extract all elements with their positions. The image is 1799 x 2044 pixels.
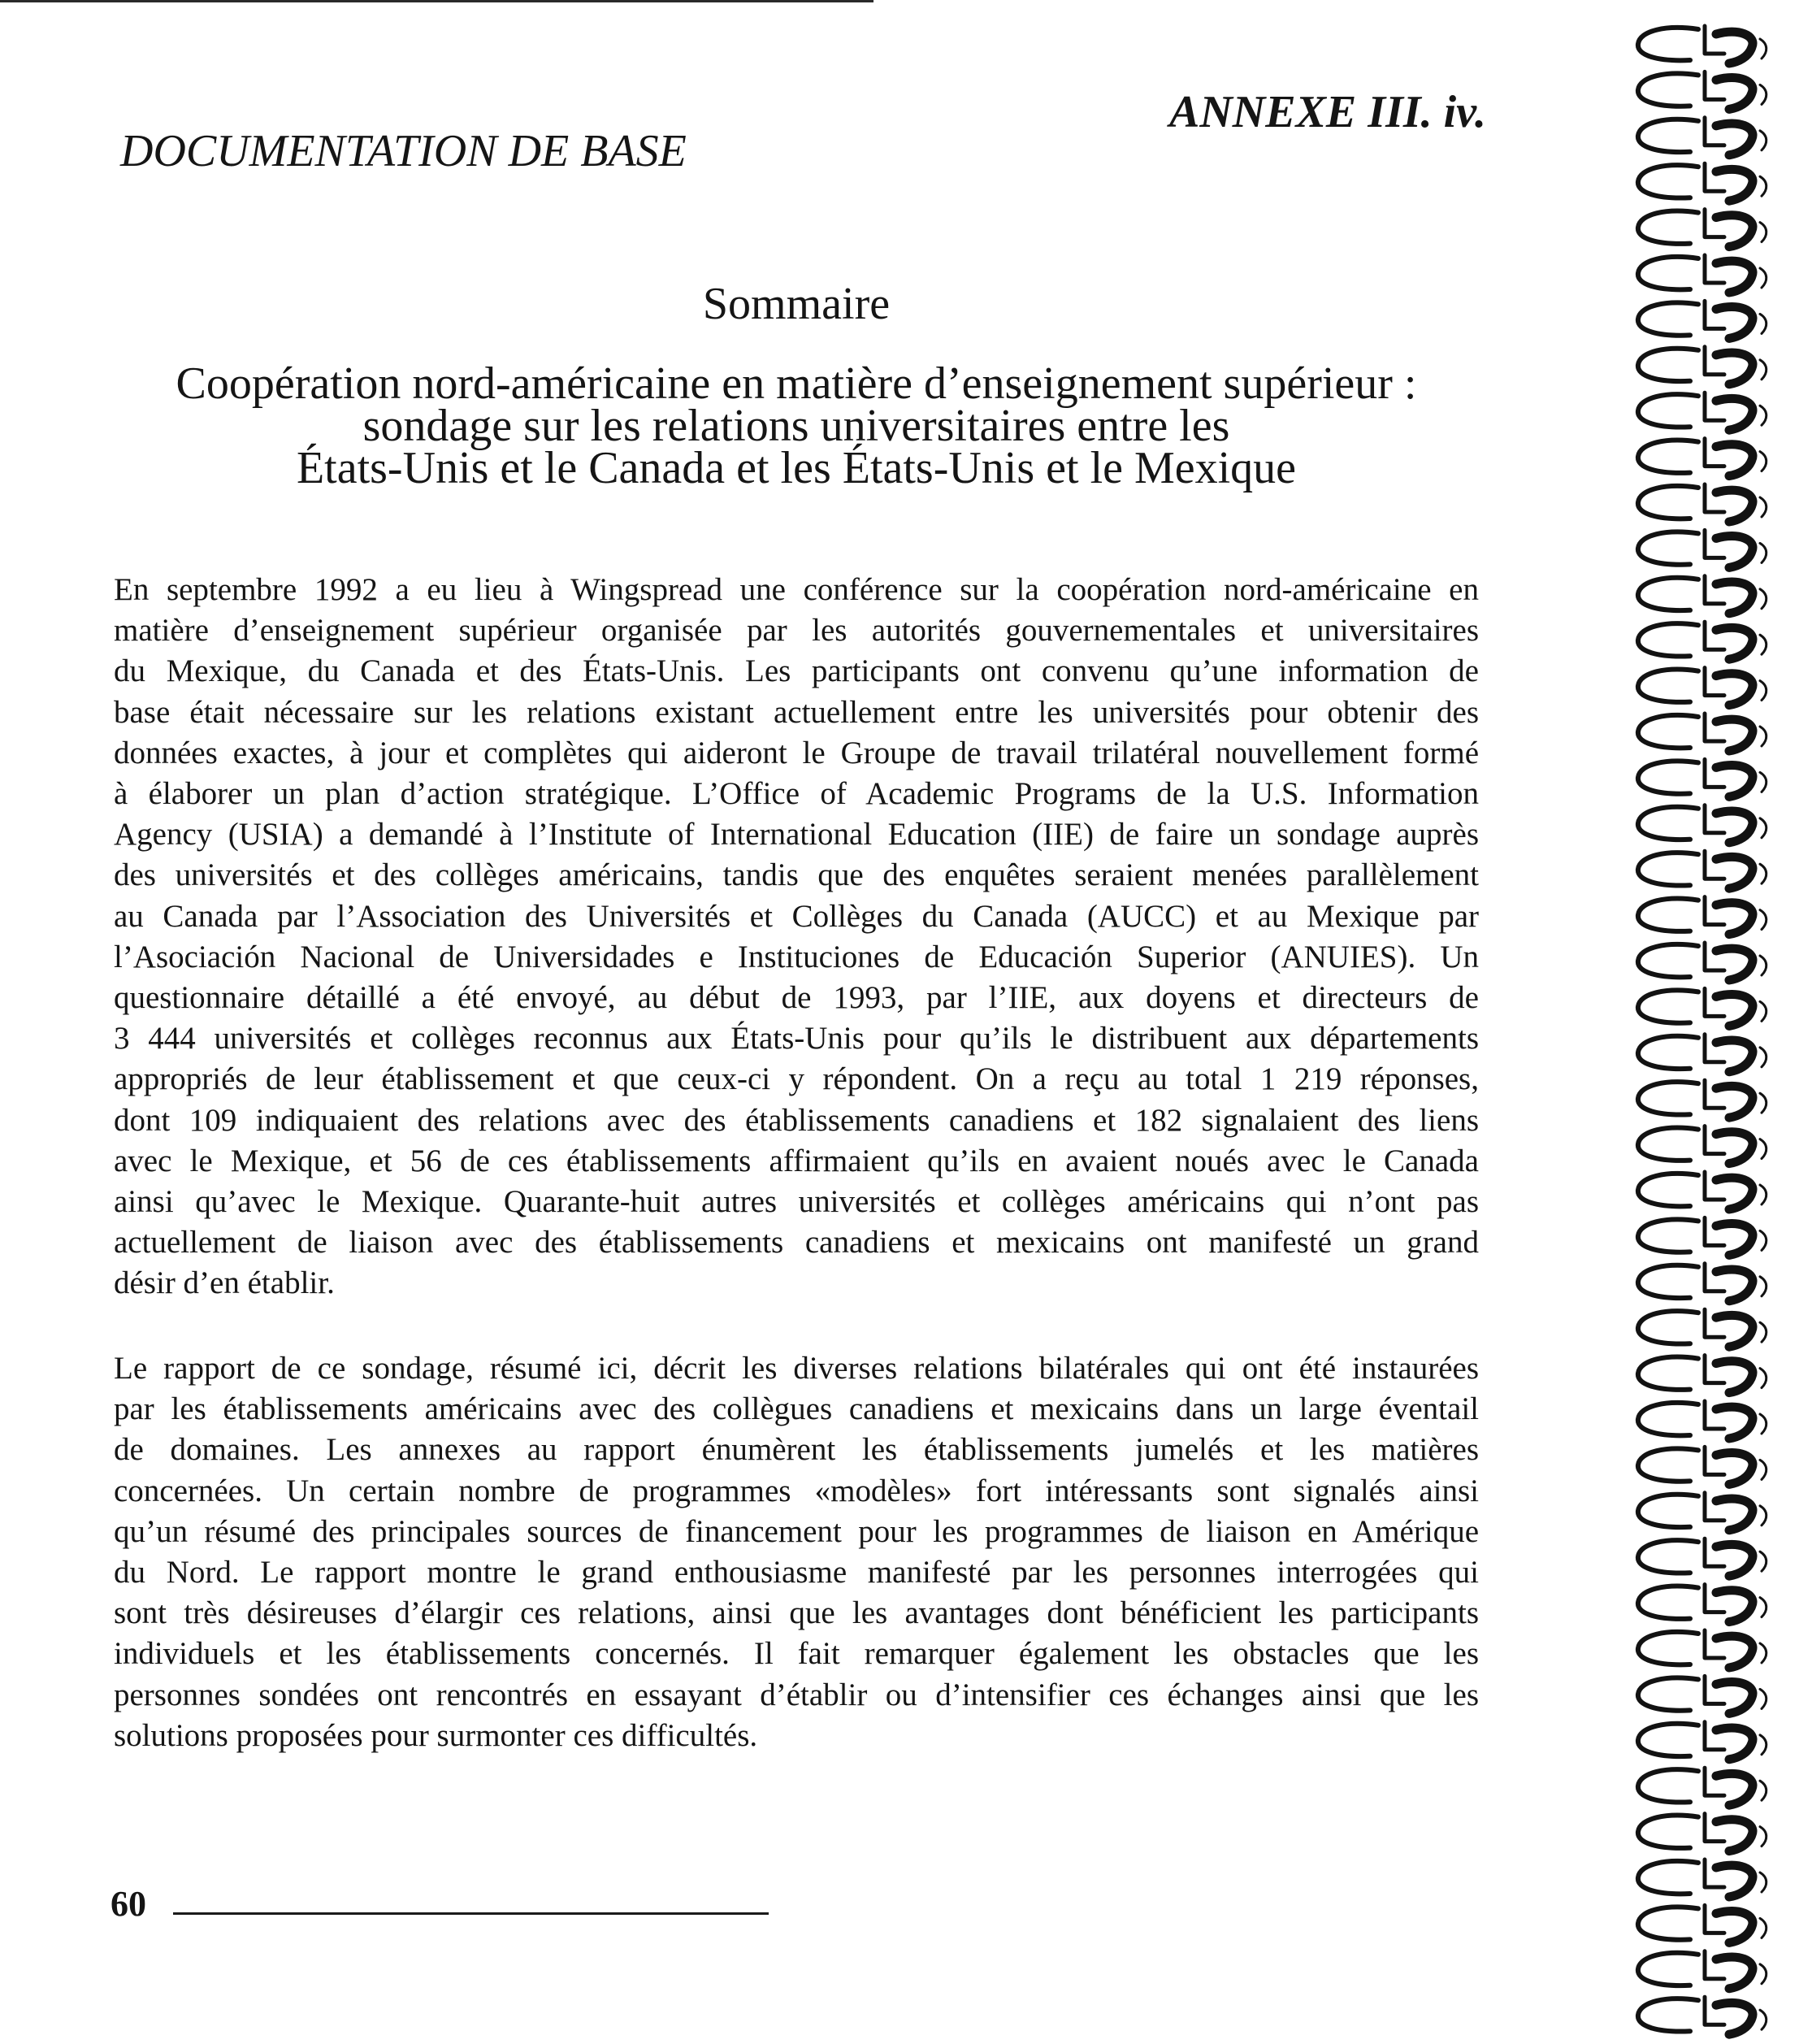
coil-arc <box>1638 1403 1698 1435</box>
coil-hook <box>1716 398 1753 430</box>
spiral-coil <box>1638 805 1766 843</box>
coil-tail <box>1760 1093 1766 1113</box>
coil-hook <box>1716 1636 1753 1668</box>
coil-hook <box>1716 169 1753 201</box>
coil-hook <box>1716 627 1753 659</box>
spiral-coil <box>1638 1080 1766 1117</box>
coil-arc <box>1638 944 1698 977</box>
spiral-coil <box>1638 1905 1766 1942</box>
coil-arc <box>1638 761 1698 793</box>
coil-arc <box>1638 1907 1698 1939</box>
coil-hook <box>1716 1682 1753 1714</box>
coil-tail <box>1760 681 1766 701</box>
coil-tail <box>1760 85 1766 104</box>
coil-hook <box>1716 1728 1753 1760</box>
coil-tail <box>1760 1781 1766 1800</box>
top-edge-line <box>0 0 873 2</box>
coil-hook <box>1716 1453 1753 1485</box>
section-title: DOCUMENTATION DE BASE <box>120 126 687 176</box>
text-line: Le rapport de ce sondage, résumé ici, décrit les diverses relations bilatérales qui ont été instaurées <box>114 1351 1479 1386</box>
annex-label: ANNEXE III. iv. <box>1168 87 1486 137</box>
coil-arc <box>1638 73 1698 106</box>
spiral-coil <box>1638 1585 1766 1622</box>
coil-arc <box>1638 1265 1698 1298</box>
spiral-coil <box>1638 851 1766 888</box>
footer-rule <box>173 1912 769 1915</box>
spiral-coil <box>1638 530 1766 567</box>
coil-tail <box>1760 1643 1766 1663</box>
coil-tail <box>1760 1873 1766 1892</box>
coil-hook <box>1716 1407 1753 1439</box>
coil-tail <box>1760 1918 1766 1938</box>
coil-hook <box>1716 1820 1753 1851</box>
paragraph-1 <box>114 570 1479 1304</box>
coil-tail <box>1760 1735 1766 1755</box>
text-line: désir d’en établir. <box>114 1265 335 1301</box>
text-line: sont très désireuses d’élargir ces relations, ainsi que les avantages dont bénéficient les participants <box>114 1595 1479 1631</box>
coil-tail <box>1760 1001 1766 1021</box>
coil-tail <box>1760 910 1766 930</box>
coil-arc <box>1638 1677 1698 1710</box>
coil-tail <box>1760 1460 1766 1479</box>
coil-arc <box>1638 257 1698 289</box>
summary-title <box>114 358 1479 493</box>
spiral-coil <box>1638 622 1766 659</box>
text-line: du Mexique, du Canada et des États-Unis. Les participants ont convenu qu’une information de <box>114 653 1479 689</box>
spiral-coil <box>1638 897 1766 935</box>
spiral-coil <box>1638 1217 1766 1255</box>
coil-hook <box>1716 353 1753 384</box>
text-line: de domaines. Les annexes au rapport énumèrent les établissements jumelés et les matières <box>114 1432 1479 1468</box>
coil-tail <box>1760 864 1766 883</box>
coil-hook <box>1716 1269 1753 1301</box>
spiral-coil <box>1638 1722 1766 1760</box>
coil-tail <box>1760 956 1766 975</box>
spiral-coil <box>1638 1493 1766 1530</box>
spiral-coil <box>1638 1951 1766 1989</box>
coil-arc <box>1638 1769 1698 1802</box>
text-line: 3 444 universités et collèges reconnus aux États-Unis pour qu’ils le distribuent aux départements <box>114 1021 1479 1057</box>
text-line: base était nécessaire sur les relations existant actuellement entre les universités pour obtenir des <box>114 694 1479 730</box>
coil-arc <box>1638 1953 1698 1985</box>
coil-tail <box>1760 314 1766 333</box>
coil-tail <box>1760 131 1766 150</box>
paragraph-2 <box>114 1348 1479 1756</box>
coil-hook <box>1716 78 1753 110</box>
coil-tail <box>1760 360 1766 380</box>
page-number: 60 <box>111 1884 146 1924</box>
text-line: En septembre 1992 a eu lieu à Wingspread une conférence sur la coopération nord-américaine en <box>114 572 1479 607</box>
summary-title-line: sondage sur les relations universitaires entre les <box>362 401 1230 451</box>
coil-arc <box>1638 1816 1698 1848</box>
text-line: par les établissements américains avec des collègues canadiens et mexicains dans un large éventail <box>114 1391 1479 1427</box>
coil-arc <box>1638 211 1698 244</box>
coil-arc <box>1638 1219 1698 1252</box>
coil-tail <box>1760 1506 1766 1525</box>
coil-arc <box>1638 302 1698 335</box>
coil-hook <box>1716 948 1753 980</box>
text-line: avec le Mexique, et 56 de ces établissements affirmaient qu’ils en avaient noués avec le Canada <box>114 1143 1479 1178</box>
spiral-coil <box>1638 1768 1766 1805</box>
summary-heading: Sommaire <box>702 279 891 329</box>
coil-hook <box>1716 307 1753 339</box>
coil-hook <box>1716 1865 1753 1897</box>
coil-tail <box>1760 223 1766 242</box>
coil-tail <box>1760 406 1766 425</box>
spiral-binding <box>1617 0 1799 2044</box>
coil-tail <box>1760 2010 1766 2029</box>
spiral-coil <box>1638 1356 1766 1393</box>
text-line: appropriés de leur établissement et que ceux-ci y répondent. On a reçu au total 1 219 réponses, <box>114 1061 1479 1097</box>
coil-arc <box>1638 807 1698 840</box>
coil-tail <box>1760 1598 1766 1617</box>
coil-tail <box>1760 497 1766 517</box>
coil-arc <box>1638 1586 1698 1619</box>
coil-arc <box>1638 670 1698 702</box>
coil-hook <box>1716 1040 1753 1072</box>
coil-tail <box>1760 39 1766 59</box>
spiral-coil <box>1638 1676 1766 1713</box>
coil-tail <box>1760 727 1766 746</box>
text-line: actuellement de liaison avec des établissements canadiens et mexicains ont manifesté un grand <box>114 1225 1479 1261</box>
spiral-coil <box>1638 484 1766 522</box>
spiral-coil <box>1638 943 1766 980</box>
coil-arc <box>1638 1082 1698 1114</box>
coil-arc <box>1638 990 1698 1022</box>
spiral-coil <box>1638 301 1766 338</box>
coil-hook <box>1716 32 1753 63</box>
coil-hook <box>1716 1361 1753 1393</box>
coil-hook <box>1716 1315 1753 1347</box>
coil-hook <box>1716 215 1753 247</box>
coil-tail <box>1760 1185 1766 1204</box>
coil-tail <box>1760 1689 1766 1708</box>
text-line: l’Asociación Nacional de Universidades e Instituciones de Educación Superior (ANUIES). Un <box>114 939 1479 974</box>
coil-arc <box>1638 28 1698 60</box>
coil-tail <box>1760 543 1766 562</box>
summary-title-line: États-Unis et le Canada et les États-Unis et le Mexique <box>296 443 1297 493</box>
coil-hook <box>1716 1591 1753 1622</box>
text-line: concernées. Un certain nombre de programmes «modèles» fort intéressants sont signalés ainsi <box>114 1473 1479 1508</box>
coil-hook <box>1716 1773 1753 1805</box>
coil-arc <box>1638 1357 1698 1390</box>
spiral-coil <box>1638 576 1766 614</box>
coil-arc <box>1638 1632 1698 1664</box>
coil-hook <box>1716 490 1753 522</box>
text-line: dont 109 indiquaient des relations avec des établissements canadiens et 182 signalaient des liens <box>114 1102 1479 1138</box>
coil-tail <box>1760 1322 1766 1342</box>
coil-arc <box>1638 486 1698 519</box>
coil-arc <box>1638 1724 1698 1756</box>
text-line: Agency (USIA) a demandé à l’Institute of International Education (IIE) de faire un sondage auprès <box>114 817 1479 853</box>
coil-arc <box>1638 1861 1698 1894</box>
coil-tail <box>1760 1827 1766 1847</box>
coil-arc <box>1638 853 1698 885</box>
spiral-coil <box>1638 210 1766 247</box>
coil-hook <box>1716 674 1753 705</box>
coil-arc <box>1638 1998 1698 2031</box>
spiral-coil <box>1638 759 1766 796</box>
coil-hook <box>1716 1132 1753 1164</box>
coil-tail <box>1760 268 1766 288</box>
coil-hook <box>1716 1957 1753 1989</box>
coil-arc <box>1638 119 1698 152</box>
coil-hook <box>1716 1912 1753 1943</box>
coil-tail <box>1760 1048 1766 1067</box>
coil-hook <box>1716 445 1753 476</box>
text-line: matière d’enseignement supérieur organisée par les autorités gouvernementales et universitaires <box>114 613 1479 649</box>
spiral-coil <box>1638 1401 1766 1439</box>
coil-tail <box>1760 176 1766 196</box>
coil-tail <box>1760 635 1766 654</box>
text-line: individuels et les établissements concernés. Il fait remarquer également les obstacles que les <box>114 1636 1479 1672</box>
coil-arc <box>1638 1036 1698 1069</box>
spiral-coil <box>1638 1630 1766 1668</box>
text-line: au Canada par l’Association des Universités et Collèges du Canada (AUCC) et au Mexique par <box>114 898 1479 934</box>
spiral-coil <box>1638 72 1766 109</box>
coil-hook <box>1716 261 1753 293</box>
coil-tail <box>1760 1369 1766 1388</box>
coil-tail <box>1760 589 1766 609</box>
spiral-coil <box>1638 1309 1766 1347</box>
coil-arc <box>1638 715 1698 748</box>
coil-tail <box>1760 1277 1766 1296</box>
coil-arc <box>1638 1174 1698 1206</box>
coil-arc <box>1638 532 1698 564</box>
coil-arc <box>1638 165 1698 197</box>
text-line: des universités et des collèges américains, tandis que des enquêtes seraient menées parallèlement <box>114 857 1479 893</box>
text-line: ainsi qu’avec le Mexique. Quarante-huit autres universités et collèges américains qui n’ont pas <box>114 1184 1479 1220</box>
coil-tail <box>1760 1414 1766 1434</box>
spiral-coil <box>1638 714 1766 751</box>
coil-arc <box>1638 623 1698 656</box>
coil-hook <box>1716 811 1753 843</box>
coil-tail <box>1760 452 1766 471</box>
text-line: à élaborer un plan d’action stratégique. L’Office of Academic Programs de la U.S. Information <box>114 776 1479 812</box>
text-line: du Nord. Le rapport montre le grand enthousiasme manifesté par les personnes interrogées qui <box>114 1555 1479 1591</box>
spiral-coil <box>1638 1126 1766 1164</box>
coil-hook <box>1716 719 1753 751</box>
spiral-coil <box>1638 1997 1766 2034</box>
coil-arc <box>1638 440 1698 473</box>
spiral-coil <box>1638 393 1766 430</box>
coil-hook <box>1716 766 1753 797</box>
spiral-coil <box>1638 988 1766 1026</box>
text-line: questionnaire détaillé a été envoyé, au début de 1993, par l’IIE, aux doyens et directeurs de <box>114 980 1479 1016</box>
coil-hook <box>1716 903 1753 935</box>
coil-hook <box>1716 582 1753 614</box>
text-line: qu’un résumé des principales sources de financement pour les programmes de liaison en Amérique <box>114 1513 1479 1549</box>
coil-hook <box>1716 2003 1753 2034</box>
spiral-coil <box>1638 1172 1766 1209</box>
coil-arc <box>1638 1540 1698 1573</box>
spiral-coil <box>1638 26 1766 63</box>
coil-arc <box>1638 1448 1698 1481</box>
spiral-coil <box>1638 1035 1766 1072</box>
coil-hook <box>1716 1086 1753 1117</box>
summary-title-line: Coopération nord-américaine en matière d’enseignement supérieur : <box>176 358 1417 409</box>
coil-hook <box>1716 1224 1753 1256</box>
coil-hook <box>1716 1544 1753 1576</box>
spiral-coil <box>1638 1264 1766 1301</box>
spiral-coil <box>1638 1814 1766 1851</box>
spiral-coil <box>1638 1538 1766 1576</box>
coil-hook <box>1716 536 1753 568</box>
spiral-coil <box>1638 163 1766 201</box>
coil-tail <box>1760 1230 1766 1250</box>
spiral-coil <box>1638 668 1766 705</box>
coil-hook <box>1716 1499 1753 1530</box>
text-line: personnes sondées ont rencontrés en essayant d’établir ou d’intensifier ces échanges ainsi que les <box>114 1677 1479 1712</box>
spiral-coil <box>1638 439 1766 476</box>
coil-arc <box>1638 578 1698 610</box>
coil-hook <box>1716 1178 1753 1209</box>
coil-hook <box>1716 857 1753 888</box>
coil-hook <box>1716 995 1753 1026</box>
coil-tail <box>1760 1964 1766 1984</box>
spiral-coil <box>1638 118 1766 155</box>
coil-tail <box>1760 818 1766 838</box>
coil-arc <box>1638 394 1698 427</box>
coil-arc <box>1638 899 1698 931</box>
text-line: données exactes, à jour et complètes qui aideront le Groupe de travail trilatéral nouvellement formé <box>114 735 1479 770</box>
spiral-coil <box>1638 1860 1766 1897</box>
coil-hook <box>1716 124 1753 155</box>
coil-tail <box>1760 1139 1766 1159</box>
coil-tail <box>1760 1551 1766 1571</box>
coil-arc <box>1638 1495 1698 1527</box>
spiral-coil <box>1638 1447 1766 1484</box>
coil-arc <box>1638 1311 1698 1343</box>
spiral-coil <box>1638 255 1766 293</box>
coil-tail <box>1760 772 1766 792</box>
text-line: solutions proposées pour surmonter ces difficultés. <box>114 1717 758 1753</box>
spiral-coil <box>1638 347 1766 384</box>
coil-arc <box>1638 349 1698 381</box>
coil-arc <box>1638 1128 1698 1161</box>
